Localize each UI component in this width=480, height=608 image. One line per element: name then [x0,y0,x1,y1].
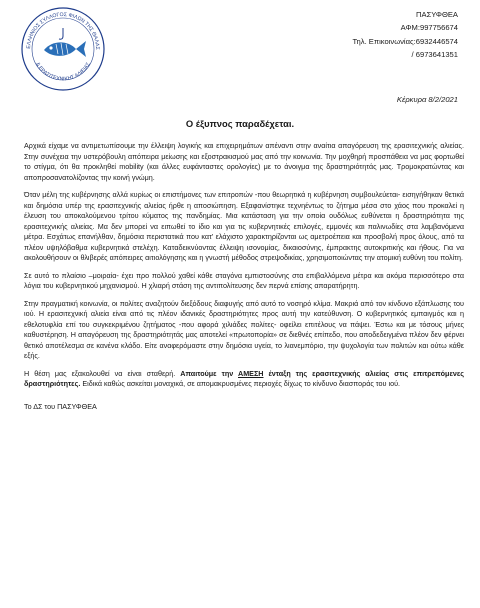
paragraph-4: Στην πραγματική κοινωνία, οι πολίτες αναζητούν διεξόδους διαφυγής από αυτό το νοσηρό κλίμα. Μακριά από τον κίνδυνο εξάπλωσης του ιού. Η ερασιτεχνική αλιεία είναι από τις πλέον ιδανικές δραστηριότητες προς αυτή την κατεύθυνση. Ο κυβερνητικός εμπαιγμός και η εθελοτυφλία επί του συγκεκριμένου ζητήματος -που αφορά χιλιάδες πολίτες- οφείλει επιτέλους να πάψει. Έστω και με τόσους μήνες καθυστέρηση. Η απαγόρευση της δραστηριότητάς μας αποτελεί «πρωτοπορία» σε διεθνές επίπεδο, που αποδεδειγμένα πλέον δεν φέρνει θετικό αποτέλεσμα σε κανένα κλάδο. Είτε αναφερόμαστε στην δημόσια υγεία, το λιανεμπόριο, την ψυχολογία των πολιτών και ούτω κάθε εξής. [24,298,464,360]
paragraph-5-outro: Ειδικά καθώς ασκείται μοναχικά, σε απομακρυσμένες περιοχές δίχως το κίνδυνο διασποράς του ιού. [80,379,400,388]
document-date: Κέρκυρα 8/2/2021 [396,95,458,104]
contact-phone-alt: / 6973641351 [411,50,458,60]
demand-text-start: Απαιτούμε την [180,368,238,378]
demand-emphasis: ΑΜΕΣΗ [238,368,264,378]
logo-text-top: ΕΛΛΗΝΙΟΣ ΣΥΛΛΟΓΟΣ ΦΙΛΩΝ ΤΗΣ ΘΑΛΑΣ [25,11,101,50]
hook-icon [59,28,63,39]
org-name: ΠΑΣΥΦΘΕΑ [416,10,458,19]
signature: Το ΔΣ του ΠΑΣΥΦΘΕΑ [24,401,97,411]
paragraph-5-intro: Η θέση μας εξακολουθεί να είναι σταθερή. [24,368,181,378]
tax-id: ΑΦΜ:997756674 [400,23,458,33]
contact-phone: Τηλ. Επικοινωνίας:6932446574 [352,36,458,46]
paragraph-2: Όταν μέλη της κυβέρνησης αλλά κυρίως οι επιστήμονες των επιτροπών -που θεωρητικά η κυβέρνηση συμβουλεύεται- εισηγήθηκαν θετικά και δημόσια υπέρ της ερασιτεχνικής αλιείας ήρθε η αποσιώπηση. Εξαφανίστηκε τεχνηέντως το ζήτημα μέσα στο χάος που προκαλεί η έλευση του αποκαλούμενου τρίτου κύματος της πανδημίας. Μια κατάσταση για την οποία ουδόλως ευθύνεται η δραστηριότητα της ερασιτεχνικής αλιείας. Μα δεν μπορεί να ειπωθεί το ίδιο και για τις κυβερνητικές επιλογές, εμμονές και παλινωδίες στα λαμβανόμενα μέτρα. Εσχάτως επανήλθαν, δημόσια περιστατικά που κατ' ελάχιστο χαρακτηρίζονται ως αμετροέπεια και προσβολή προς όλους, από τα πλέον υψηλόβαθμα κυβερνητικά στελέχη. Καταδεικνύοντας έλλειψη ισονομίας, δικαιοσύνης, έμπρακτης αυτοκριτικής και ήθους. Για να ακολουθήσουν οι θλιβερές απόπειρες αιτιολόγησης και η γνωστή μέθοδος στρεψοδικίας, χρησιμοποιώντας την ατομική ευθύνη του πολίτη. [24,190,464,262]
svg-text:& ΕΡΑΣΙΤΕΧΝΙΚΗΣ ΑΛΙΕΙΑΣ [34,62,91,83]
paragraph-5 [24,369,464,390]
paragraph-1: Αρχικά είχαμε να αντιμετωπίσουμε την έλλειψη λογικής και επιχειρημάτων απέναντι στην αναίτια απαγόρευση της ερασιτεχνικής αλιείας. Στην συνέχεια την υστερόβουλη απόπειρα μείωσης και εξοστρακισμού μας από την κοινωνία. Την μοχθηρή προσπάθεια να μας φορτωθεί το στίγμα, ότι θα προκληθεί mobility (και άλλες ευφάνταστες ορολογίες) με το άνοιγμα της δραστηριότητάς μας. Τρομοκρατώντας και αποπροσανατολίζοντας την κοινή γνώμη. [24,141,464,182]
document-title: Ο έξυπνος παραδέχεται. [185,118,295,129]
demand-text-end: ένταξη της ερασιτεχνικής αλιείας στις επιτρεπόμενες δραστηριότητες. [24,368,465,388]
paragraph-3: Σε αυτό το πλαίσιο –μοιραία- έχει προ πολλού χαθεί κάθε σταγόνα εμπιστοσύνης στα επιβαλλόμενα μέτρα και ακόμα περισσότερο στα λόγια του κυβερνητικού μηχανισμού. Η χλιαρή στάση της αντιπολίτευσης δεν περνά επίσης απαρατήρητη. [24,270,464,290]
organization-logo [20,6,106,92]
document-body [24,141,464,412]
logo-text-bottom: & ΕΡΑΣΙΤΕΧΝΙΚΗΣ ΑΛΙΕΙΑΣ [34,61,92,83]
fish-icon [44,41,86,57]
header-contact-info [352,8,458,62]
